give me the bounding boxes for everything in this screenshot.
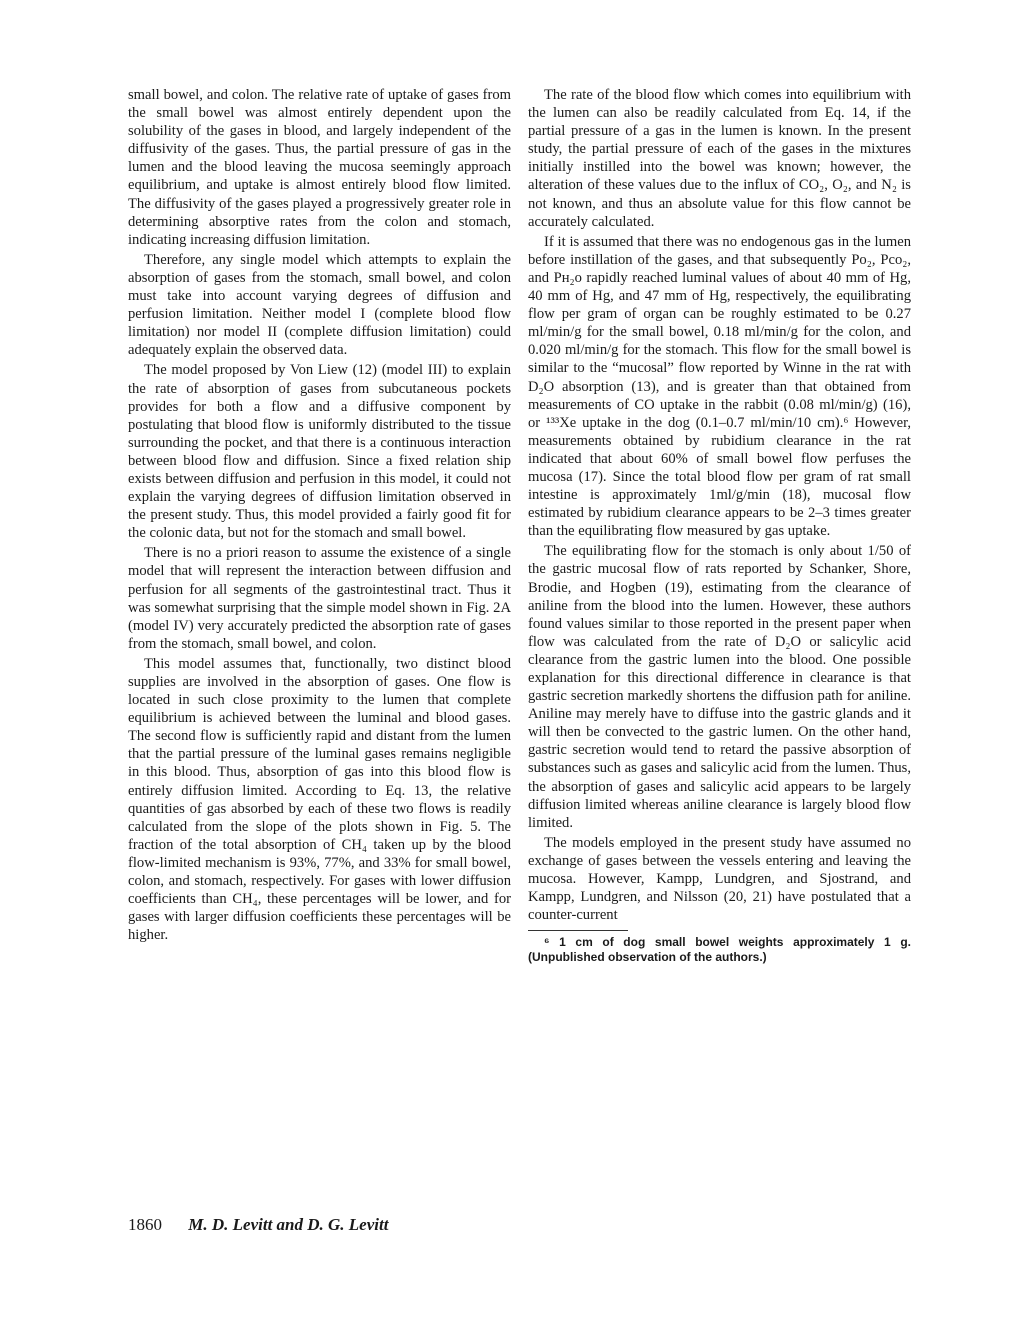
paragraph: If it is assumed that there was no endogenous gas in the lumen before instillation of the gases, and that subsequently Po₂, Pco₂, and Pн₂o rapidly reached luminal values of about 40 mm of Hg, 40 mm of Hg, and 47 mm of Hg, respectively, the equilibrating flow per gram of organ can be roughly estimated to be 0.27 ml/min/g for the small bowel, 0.18 ml/min/g for the colon, and 0.020 ml/min/g for the stomach. This flow for the small bowel is similar to the “mucosal” flow reported by Winne in the rat with D₂O absorption (13), and is greater than that obtained from measurements of CO uptake in the rabbit (0.08 ml/min/g) (16), or ¹³³Xe uptake in the dog (0.1–0.7 ml/min/10 cm).⁶ However, measurements obtained by rubidium clearance in the rat indicated that about 60% of small bowel flow perfuses the mucosa (17). Since the total blood flow per gram of rat small intestine is approximately 1ml/g/min (18), mucosal flow estimated by rubidium clearance appears to be 2–3 times greater than the equilibrating flow measured by gas uptake. xyxy=(528,233,911,540)
page-footer xyxy=(128,1216,388,1234)
paragraph: The models employed in the present study have assumed no exchange of gases between the vessels entering and leaving the mucosa. However, Kampp, Lundgren, and Sjostrand, and Kampp, Lundgren, and Nilsson (20, 21) have postulated that a counter-current xyxy=(528,834,911,924)
paragraph: There is no a priori reason to assume the existence of a single model that will represent the interaction between diffusion and perfusion for all segments of the gastrointestinal tract. Thus it was somewhat surprising that the simple model shown in Fig. 2A (model IV) very accurately predicted the absorption rate of gases from the stomach, small bowel, and colon. xyxy=(128,545,511,652)
paragraph: This model assumes that, functionally, two distinct blood supplies are involved in the absorption of gases. One flow is located in such close proximity to the lumen that complete equilibrium is achieved between the luminal and blood gases. The second flow is sufficiently rapid and distant from the lumen that the partial pressure of the luminal gases remains negligible in this blood. Thus, absorption of gas into this blood flow is entirely diffusion limited. According to Eq. 13, the relative quantities of gas absorbed by each of these two flows is readily calculated from the slope of the plots shown in Fig. 5. The fraction of the total absorption of CH₄ taken up by the blood flow-limited mechanism is 93%, 77%, and 33% for small bowel, colon, and stomach, respectively. For gases with lower diffusion coefficients than CH₄, these percentages will be lower, and for gases with larger diffusion coefficients these percentages will be higher. xyxy=(128,655,511,944)
footnote-divider xyxy=(528,930,628,931)
paragraph: small bowel, and colon. The relative rate of uptake of gases from the small bowel was almost entirely dependent upon the solubility of the gases in blood, and largely independent of the diffusivity of the gases. Thus, the partial pressure of gas in the lumen and the blood leaving the mucosa seemingly approach equilibrium, and uptake is almost entirely blood flow limited. The diffusivity of the gases played a progressively greater role in determining absorptive rates from the colon and stomach, indicating increasing diffusion limitation. xyxy=(128,87,511,248)
paragraph: The rate of the blood flow which comes into equilibrium with the lumen can also be readily calculated from Eq. 14, if the partial pressure of a gas in the lumen is known. In the present study, the partial pressure of each of the gases in the mixtures initially instilled into the bowel was known; however, the alteration of these values due to the influx of CO₂, O₂, and N₂ is not known, and thus an absolute value for this flow cannot be accurately calculated. xyxy=(528,87,911,230)
right-column xyxy=(528,86,911,967)
page-number: 1860 xyxy=(128,1215,162,1234)
left-column xyxy=(128,86,511,946)
footnote: ⁶ 1 cm of dog small bowel weights approximately 1 g. (Unpublished observation of the authors.) xyxy=(528,935,911,965)
running-authors: M. D. Levitt and D. G. Levitt xyxy=(188,1215,389,1234)
paragraph: Therefore, any single model which attempts to explain the absorption of gases from the stomach, small bowel, and colon must take into account varying degrees of diffusion and perfusion limitation. Neither model I (complete blood flow limitation) nor model II (complete diffusion limitation) could adequately explain the observed data. xyxy=(128,251,511,359)
paragraph: The equilibrating flow for the stomach is only about 1/50 of the gastric mucosal flow of rats reported by Schanker, Shore, Brodie, and Hogben (19), estimating from the clearance of aniline from the blood into the lumen. However, these authors found values similar to those reported in the present paper when flow was calculated from the rate of D₂O or salicylic acid clearance from the gastric lumen into the blood. One possible explanation for this directional difference in clearance is that gastric secretion markedly shortens the diffusion path for aniline. Aniline may merely have to diffuse into the gastric glands and it will then be convected to the gastric lumen. On the other hand, gastric secretion would tend to retard the passive absorption of substances such as gases and salicylic acid from the lumen. Thus, the absorption of gases and salicylic acid appears to be largely diffusion limited whereas aniline clearance is largely blood flow limited. xyxy=(528,543,911,831)
paragraph: The model proposed by Von Liew (12) (model III) to explain the rate of absorption of gases from subcutaneous pockets provides for both a flow and a diffusive component by postulating that blood flow is uniformly distributed to the tissue surrounding the pocket, and that there is a continuous interaction between blood flow and diffusion. Since a fixed relation ship exists between diffusion and perfusion in this model, it could not explain the varying degrees of diffusion limitation observed in the present study. Thus, this model provided a fairly good fit for the colonic data, but not for the stomach and small bowel. xyxy=(128,362,511,542)
